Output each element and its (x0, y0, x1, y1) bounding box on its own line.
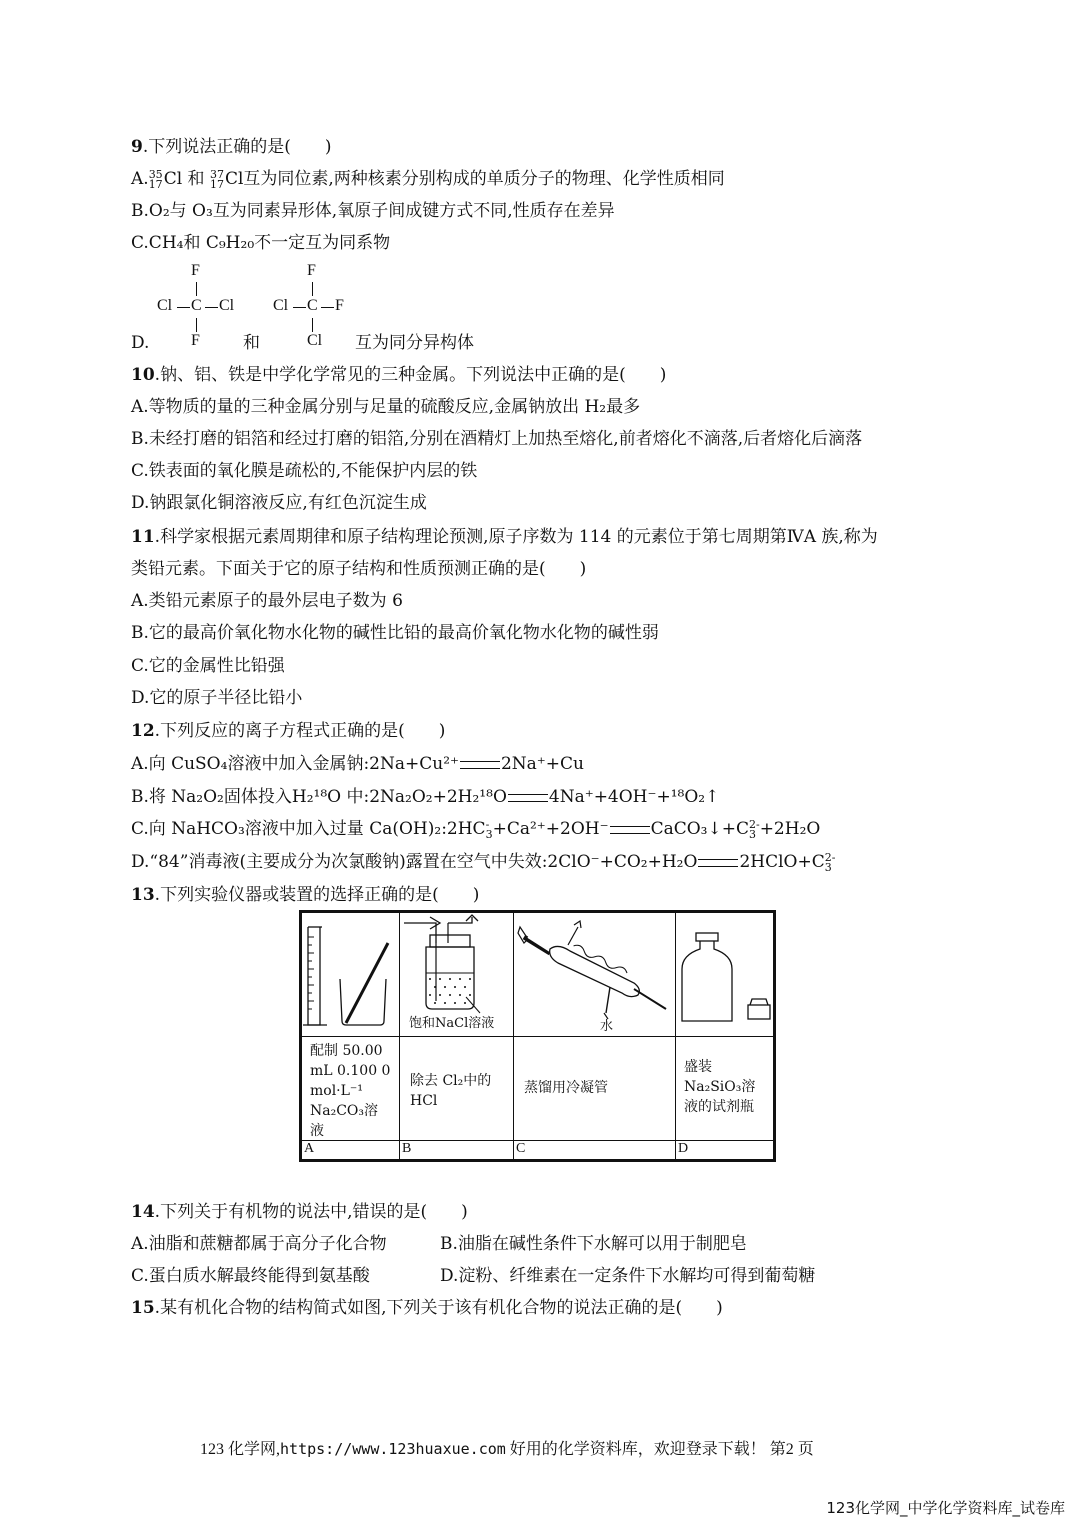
q11-option-d: D.它的原子半径比铅小 (131, 688, 303, 708)
cell-b-text: 除去 Cl₂中的 HCl (410, 1073, 492, 1109)
q10-option-b: B.未经打磨的铝箔和经过打磨的铝箔,分别在酒精灯上加热至熔化,前者熔化不滴落,后者熔化后滴落 (131, 429, 863, 449)
img-c-label: 水 (600, 1019, 614, 1034)
q11-option-b: B.它的最高价氧化物水化物的碱性比铅的最高价氧化物水化物的碱性弱 (131, 623, 659, 643)
reagent-bottle-illustration (676, 913, 776, 1036)
cell-c-text: 蒸馏用冷凝管 (524, 1080, 608, 1096)
q11-stem-cont: 类铅元素。下面关于它的原子结构和性质预测正确的是( ) (131, 559, 587, 579)
q12-option-b: B.将 Na₂O₂固体投入H₂¹⁸O 中:2Na₂O₂+2H₂¹⁸O 4Na⁺+4OH⁻+¹⁸O₂↑ (131, 787, 720, 807)
letter-c: C (516, 1141, 526, 1156)
q14-option-b: B.油脂在碱性条件下水解可以用于制肥皂 (440, 1234, 747, 1254)
gas-washing-bottle-illustration (400, 913, 513, 1023)
q12-option-d: D.“84”消毒液(主要成分为次氯酸钠)露置在空气中失效:2ClO⁻+CO₂+H₂O 2HClO+C 2- 3 (131, 850, 836, 874)
letter-a: A (304, 1141, 315, 1156)
q11-option-c: C.它的金属性比铅强 (131, 656, 285, 676)
q10-option-c: C.铁表面的氧化膜是疏松的,不能保护内层的铁 (131, 461, 478, 481)
page-footer: 123 化学网,https://www.123huaxue.com 好用的化学资料库，欢迎登录下载！ 第2 页 (200, 1440, 814, 1458)
q12-option-a: A.向 CuSO₄溶液中加入金属钠:2Na+Cu²⁺ 2Na⁺+Cu (131, 754, 584, 774)
q9-stem: 9.下列说法正确的是( ) (131, 137, 332, 157)
q9-option-a: A. 35 17 Cl 和 37 17 Cl互为同位素,两种核素分别构成的单质分子的物理、化学性质相同 (131, 167, 725, 191)
watermark-text: 123化学网_中学化学资料库_试卷库 (826, 1499, 1065, 1517)
q9-option-b: B.O₂与 O₃互为同素异形体,氧原子间成键方式不同,性质存在差异 (131, 201, 615, 221)
q13-stem: 13.下列实验仪器或装置的选择正确的是( ) (131, 885, 480, 905)
q15-stem: 15.某有机化合物的结构简式如图,下列关于该有机化合物的说法正确的是( ) (131, 1298, 723, 1318)
q10-option-d: D.钠跟氯化铜溶液反应,有红色沉淀生成 (131, 493, 427, 513)
apparatus-table (299, 910, 776, 1162)
letter-b: B (402, 1141, 412, 1156)
footer-url[interactable]: https://www.123huaxue.com (280, 1440, 506, 1458)
q9-option-d-tail: 互为同分异构体 (355, 333, 474, 353)
q14-option-d: D.淀粉、纤维素在一定条件下水解均可得到葡萄糖 (440, 1266, 816, 1286)
img-b-label: 饱和NaCl溶液 (409, 1016, 495, 1031)
q12-option-c: C.向 NaHCO₃溶液中加入过量 Ca(OH)₂:2HC - 3 +Ca²⁺+2OH⁻ CaCO₃↓+C 2- 3 +2H₂O (131, 817, 821, 841)
q14-option-c: C.蛋白质水解最终能得到氨基酸 (131, 1266, 370, 1286)
isotope-35cl: 35 17 (148, 167, 163, 191)
q9-option-c: C.CH₄和 C₉H₂₀不一定互为同系物 (131, 233, 391, 253)
q14-option-a: A.油脂和蔗糖都属于高分子化合物 (131, 1234, 387, 1254)
q12-stem: 12.下列反应的离子方程式正确的是( ) (131, 721, 446, 741)
cell-d-text: 盛装 Na₂SiO₃溶 液的试剂瓶 (684, 1059, 756, 1115)
q9-option-d-label: D. (131, 333, 150, 353)
q10-option-a: A.等物质的量的三种金属分别与足量的硫酸反应,金属钠放出 H₂最多 (131, 397, 641, 417)
condenser-illustration (514, 913, 675, 1036)
q10-stem: 10.钠、铝、铁是中学化学常见的三种金属。下列说法中正确的是( ) (131, 365, 667, 385)
isotope-37cl: 37 17 (209, 167, 224, 191)
letter-d: D (678, 1141, 689, 1156)
structure-ccl2f2-2: F Cl C F Cl (273, 262, 344, 349)
q11-stem: 11.科学家根据元素周期律和原子结构理论预测,原子序数为 114 的元素位于第七周期第ⅣA 族,称为 (131, 527, 878, 547)
q11-option-a: A.类铅元素原子的最外层电子数为 6 (131, 591, 403, 611)
cylinder-beaker-illustration (302, 913, 399, 1036)
q9-option-d-and: 和 (243, 333, 260, 353)
q14-stem: 14.下列关于有机物的说法中,错误的是( ) (131, 1202, 468, 1222)
cell-a-text: 配制 50.00 mL 0.100 0 mol·L⁻¹ Na₂CO₃溶 液 (310, 1043, 391, 1139)
structure-ccl2f2-1: F Cl C Cl F (157, 262, 235, 349)
